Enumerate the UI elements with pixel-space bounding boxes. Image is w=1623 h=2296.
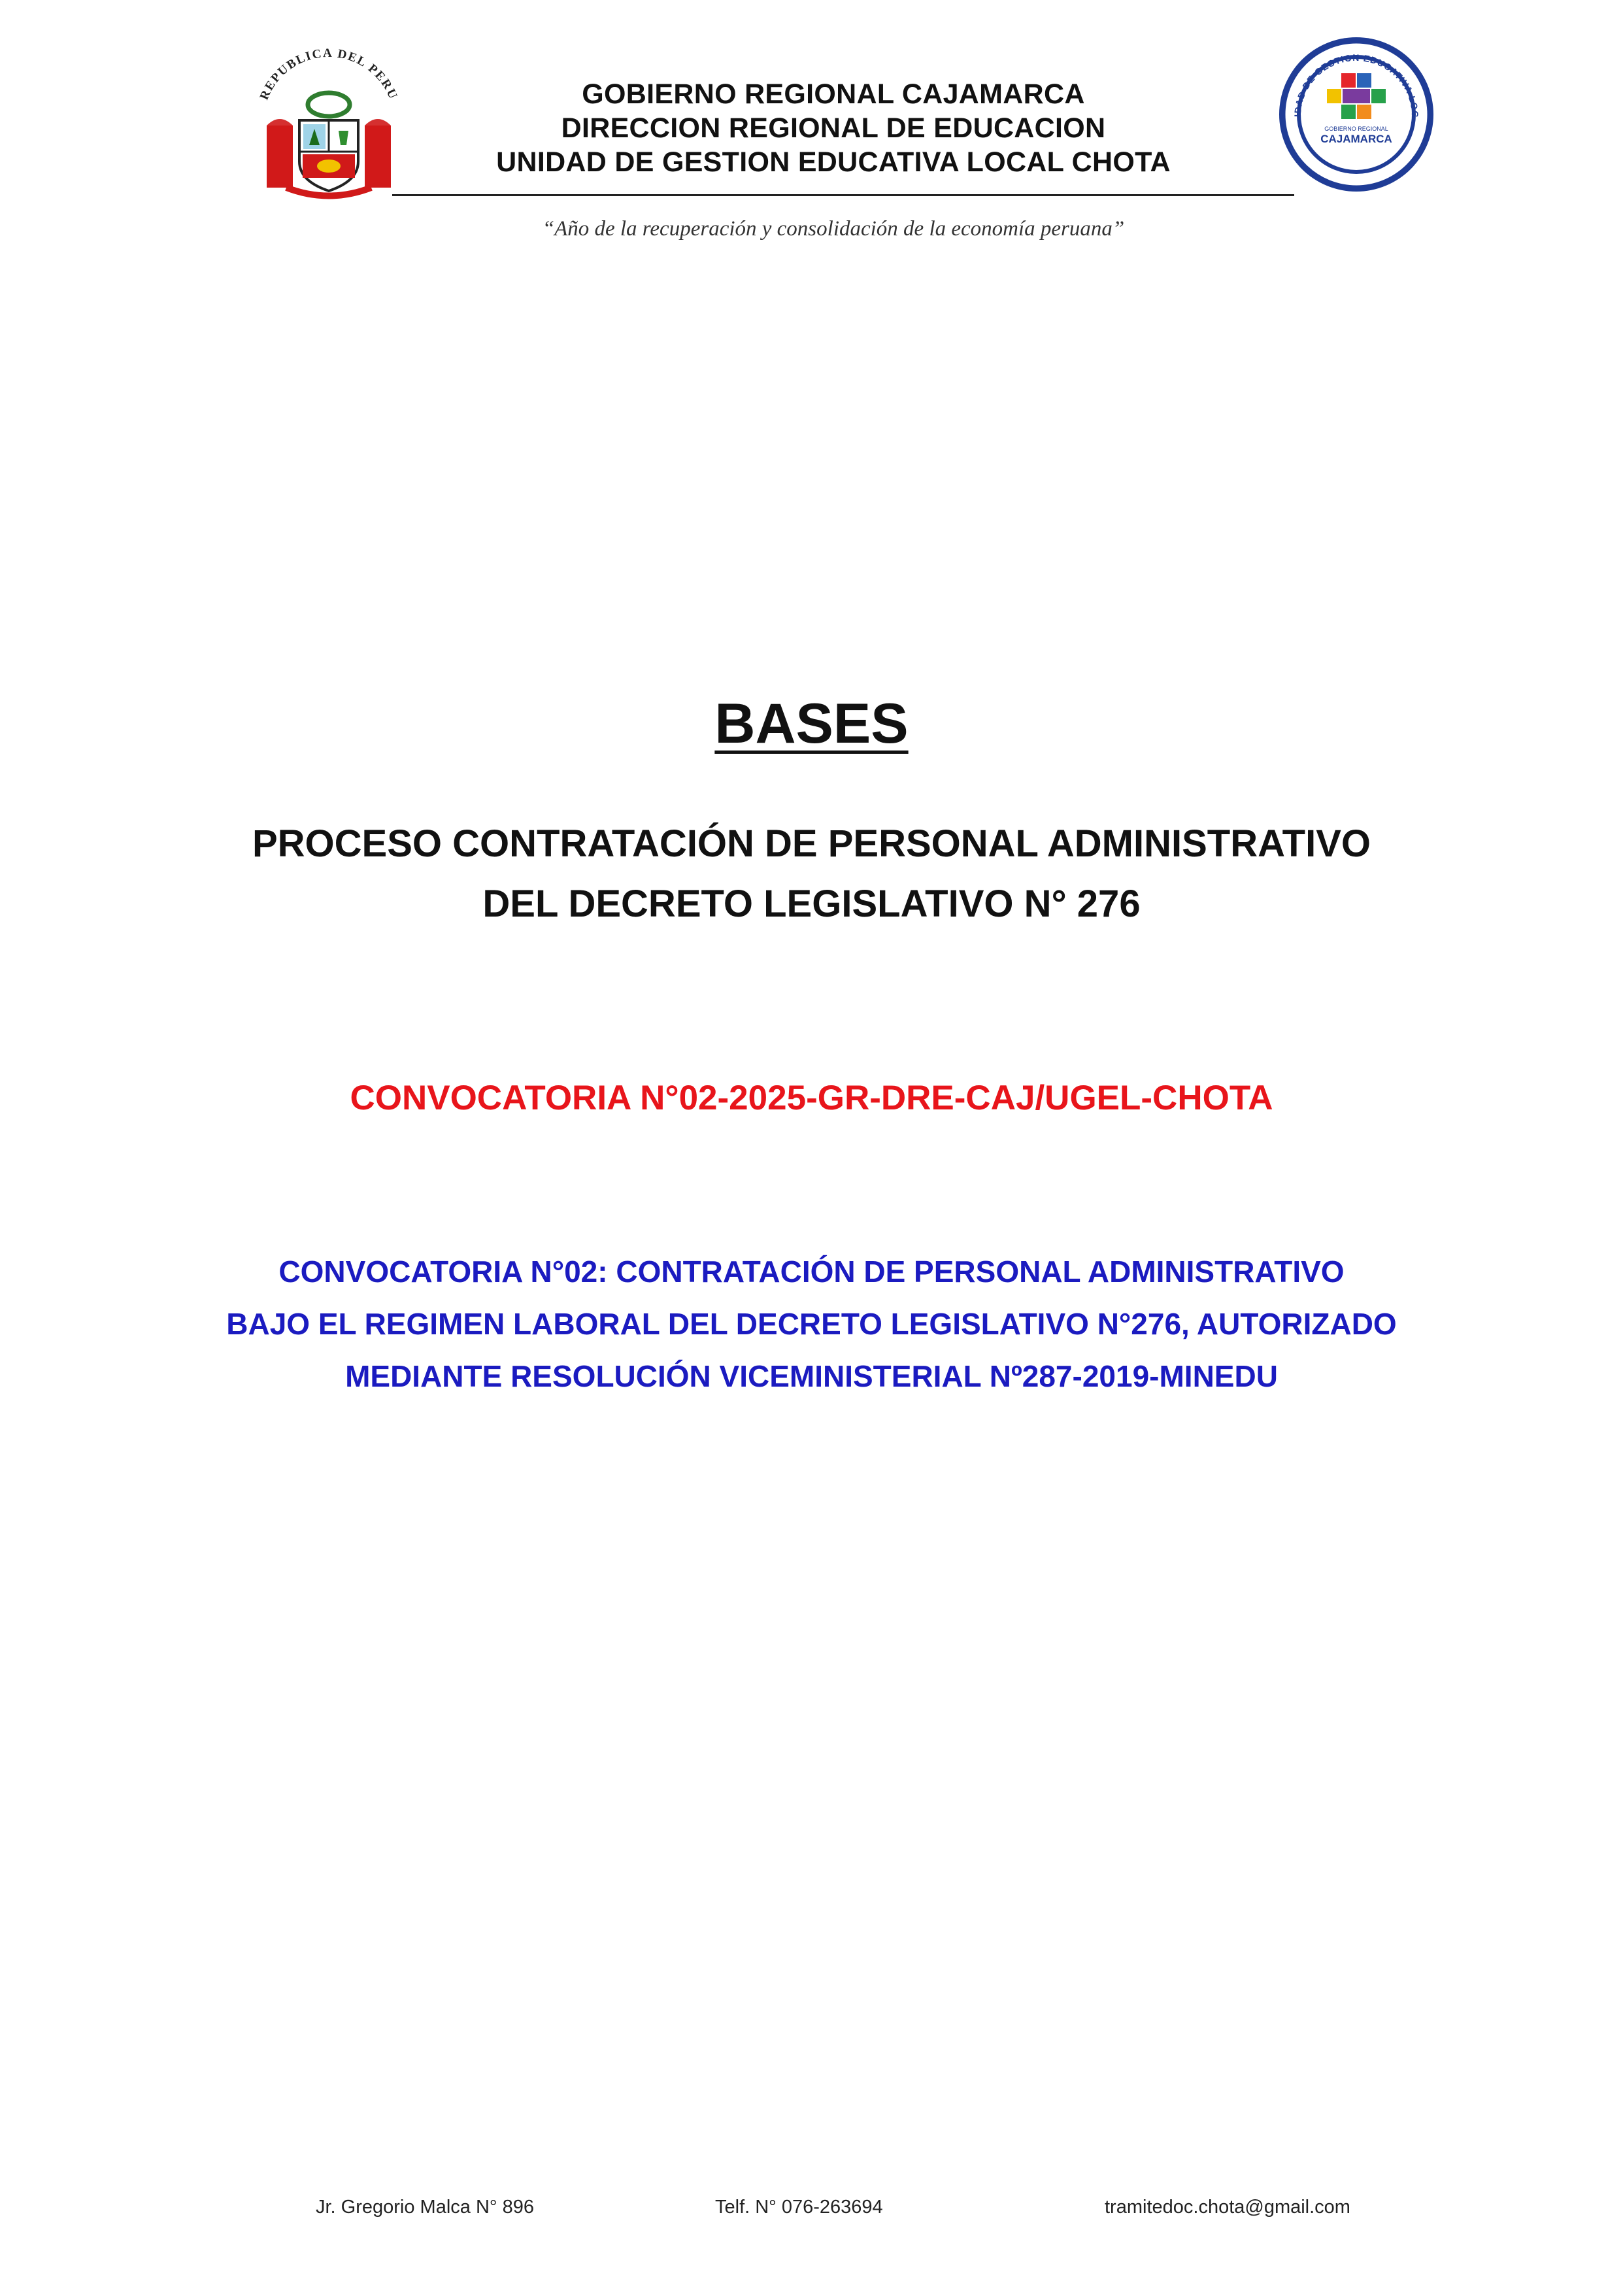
header-direction: DIRECCION REGIONAL DE EDUCACION — [561, 112, 1106, 144]
footer-email: tramitedoc.chota@gmail.com — [1105, 2197, 1350, 2218]
ugel-chota-seal-icon — [1275, 33, 1438, 196]
year-motto: “Año de la recuperación y consolidación de la economía peruana” — [542, 217, 1125, 241]
header-unit: UNIDAD DE GESTION EDUCATIVA LOCAL CHOTA — [496, 146, 1171, 178]
subtitle-line: PROCESO CONTRATACIÓN DE PERSONAL ADMINISTRATIVO — [252, 822, 1371, 865]
svg-text:UNIDAD DE GESTION EDUCATIVA LO: IDAD DE GESTION EDUCATIVA LOC — [1292, 52, 1421, 118]
svg-text:CAJAMARCA: CAJAMARCA — [1320, 133, 1392, 145]
header-divider — [392, 194, 1294, 196]
header-government: GOBIERNO REGIONAL CAJAMARCA — [582, 78, 1085, 110]
document-title — [0, 688, 1623, 760]
convocatoria-description — [0, 1245, 1623, 1402]
footer-address: Jr. Gregorio Malca N° 896 — [316, 2197, 534, 2218]
svg-text:REPUBLICA DEL PERU: REPUBLICA DEL PERU — [257, 47, 401, 102]
svg-text:GOBIERNO REGIONAL: GOBIERNO REGIONAL — [1324, 126, 1388, 132]
description-line: CONVOCATORIA N°02: CONTRATACIÓN DE PERSONAL ADMINISTRATIVO — [278, 1255, 1345, 1289]
convocatoria-code: CONVOCATORIA N°02-2025-GR-DRE-CAJ/UGEL-CHOTA — [350, 1079, 1273, 1117]
document-title-text: BASES — [714, 692, 909, 755]
subtitle-line: DEL DECRETO LEGISLATIVO N° 276 — [482, 883, 1141, 925]
svg-text:CHOTA: CHOTA — [1327, 150, 1386, 170]
document-subtitle — [0, 814, 1623, 934]
peru-coat-of-arms-icon — [241, 47, 417, 204]
footer-phone: Telf. N° 076-263694 — [715, 2197, 883, 2218]
description-line: BAJO EL REGIMEN LABORAL DEL DECRETO LEGISLATIVO N°276, AUTORIZADO — [226, 1307, 1397, 1341]
description-line: MEDIANTE RESOLUCIÓN VICEMINISTERIAL Nº287-2019-MINEDU — [345, 1359, 1278, 1393]
institution-header — [392, 77, 1275, 179]
